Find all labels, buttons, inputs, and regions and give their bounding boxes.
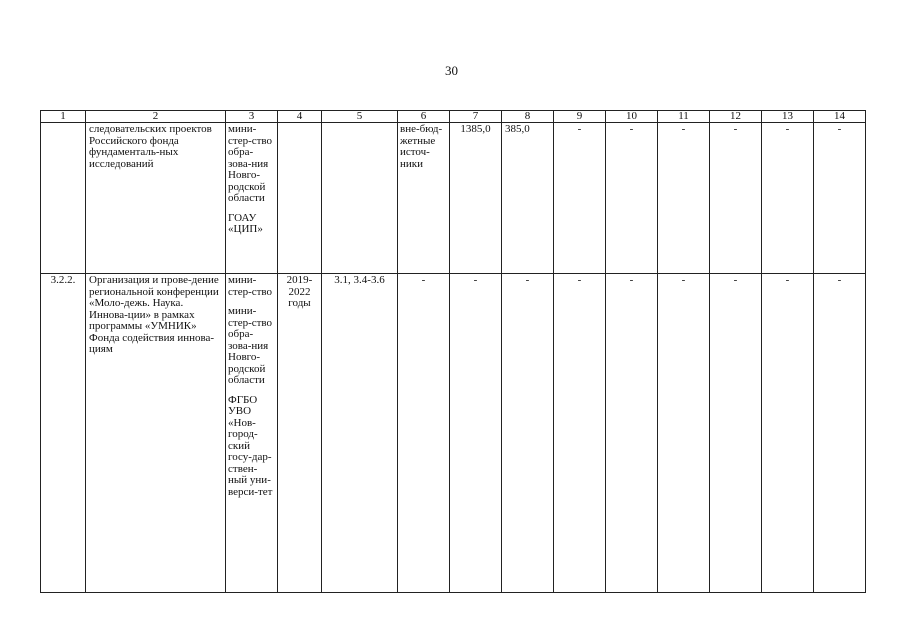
value-cell: -: [814, 123, 866, 274]
value-cell: -: [502, 274, 554, 593]
value-cell: 1385,0: [450, 123, 502, 274]
funding-source-cell: -: [398, 274, 450, 593]
column-header: 5: [322, 111, 398, 123]
executor-text: мини-стер-ство обра-зова-ния Новго-родской области: [228, 123, 273, 204]
activity-name-cell: следовательских проектов Российского фонда фундаменталь-ных исследований: [86, 123, 226, 274]
value-cell: -: [554, 123, 606, 274]
column-header: 2: [86, 111, 226, 123]
value-cell: -: [710, 123, 762, 274]
column-header: 4: [278, 111, 322, 123]
column-header: 7: [450, 111, 502, 123]
period-cell: 2019-2022 годы: [278, 274, 322, 593]
period-cell: [278, 123, 322, 274]
value-cell: -: [814, 274, 866, 593]
executor-cell: [226, 123, 278, 274]
program-table: [40, 110, 866, 593]
activity-name-cell: Организация и прове-дение региональной конференции «Моло-дежь. Наука. Иннова-ции» в рамках программы «УМНИК» Фонда содействия иннова-циям: [86, 274, 226, 593]
value-cell: -: [658, 274, 710, 593]
target-indicator-cell: [322, 123, 398, 274]
table-row: [41, 274, 866, 593]
column-header: 10: [606, 111, 658, 123]
value-cell: -: [710, 274, 762, 593]
executor-text: ФГБО УВО «Нов-город-ский госу-дар-ствен-ный уни-верси-тет: [228, 393, 273, 498]
value-cell: -: [762, 123, 814, 274]
funding-source-cell: вне-бюд-жетные источ-ники: [398, 123, 450, 274]
column-header: 14: [814, 111, 866, 123]
value-cell: -: [606, 274, 658, 593]
item-number-cell: 3.2.2.: [41, 274, 86, 593]
executor-text: мини-стер-ство обра-зова-ния Новго-родской области: [228, 305, 273, 386]
column-number-row: [41, 111, 866, 123]
item-number-cell: [41, 123, 86, 274]
value-cell: -: [450, 274, 502, 593]
column-header: 11: [658, 111, 710, 123]
column-header: 3: [226, 111, 278, 123]
column-header: 12: [710, 111, 762, 123]
value-cell: -: [658, 123, 710, 274]
value-cell: 385,0: [502, 123, 554, 274]
column-header: 13: [762, 111, 814, 123]
value-cell: -: [606, 123, 658, 274]
column-header: 8: [502, 111, 554, 123]
page-number: 30: [445, 63, 458, 78]
value-cell: -: [762, 274, 814, 593]
target-indicator-cell: 3.1, 3.4-3.6: [322, 274, 398, 593]
executor-cell: [226, 274, 278, 593]
executor-text: ГОАУ «ЦИП»: [228, 211, 263, 235]
column-header: 1: [41, 111, 86, 123]
executor-text: мини-стер-ство: [228, 274, 273, 298]
column-header: 9: [554, 111, 606, 123]
table-row: [41, 123, 866, 274]
value-cell: -: [554, 274, 606, 593]
column-header: 6: [398, 111, 450, 123]
